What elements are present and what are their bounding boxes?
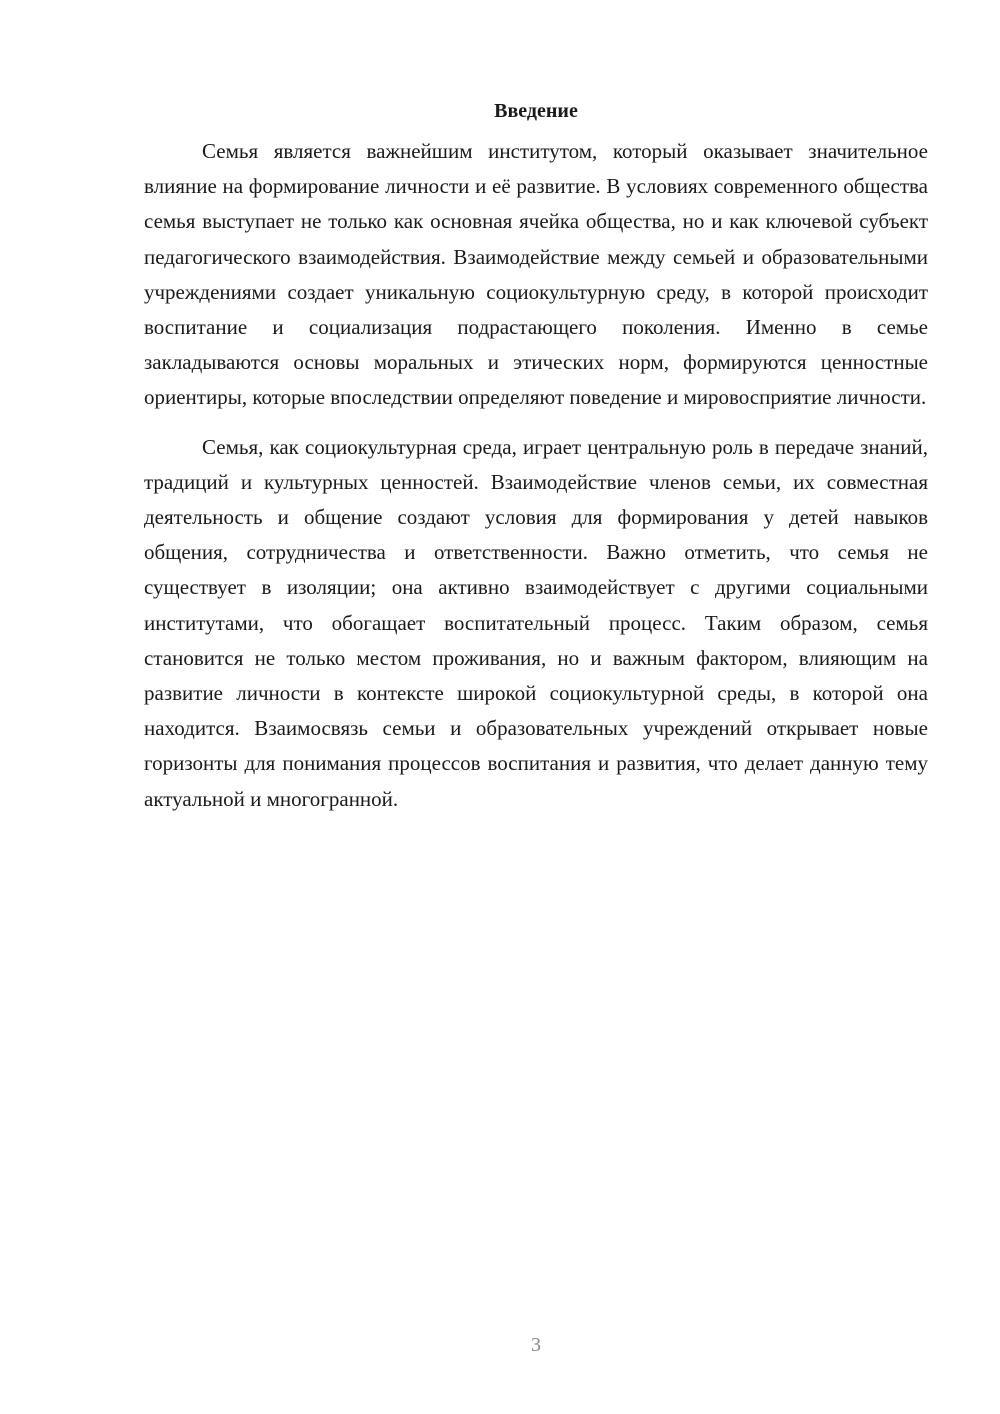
page-number: 3 <box>531 1334 541 1356</box>
section-heading: Введение <box>494 100 578 122</box>
page-content <box>144 96 928 817</box>
paragraph-2: Семья, как социокультурная среда, играет центральную роль в передаче знаний, традиций и культурных ценностей. Взаимодействие членов семьи, их совместная деятельность и общение создают условия для формирования у детей навыков общения, сотрудничества и ответственности. Важно отметить, что семья не существует в изоляции; она активно взаимодействует с другими социальными институтами, что обогащает воспитательный процесс. Таким образом, семья становится не только местом проживания, но и важным фактором, влияющим на развитие личности в контексте широкой социокультурной среды, в которой она находится. Взаимосвязь семьи и образовательных учреждений открывает новые горизонты для понимания процессов воспитания и развития, что делает данную тему актуальной и многогранной. <box>144 434 928 811</box>
paragraph-1: Семья является важнейшим институтом, который оказывает значительное влияние на формирование личности и её развитие. В условиях современного общества семья выступает не только как основная ячейка общества, но и как ключевой субъект педагогического взаимодействия. Взаимодействие между семьей и образовательными учреждениями создает уникальную социокультурную среду, в которой происходит воспитание и социализация подрастающего поколения. Именно в семье закладываются основы моральных и этических норм, формируются ценностные ориентиры, которые впоследствии определяют поведение и мировосприятие личности. <box>144 139 928 410</box>
